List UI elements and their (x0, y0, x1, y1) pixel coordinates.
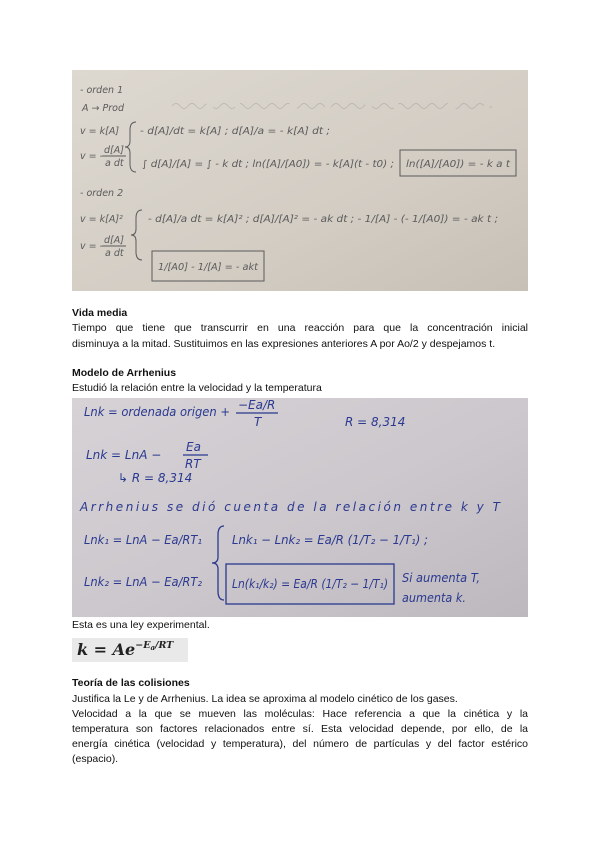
note-eq-2: Lnk₂ = LnA − Ea/RT₂ (84, 575, 203, 589)
formula-exponent (135, 640, 173, 651)
note-difference: Lnk₁ − Lnk₂ = Ea/R (1/T₂ − 1/T₁) ; (232, 533, 428, 547)
handwritten-notes-photo-rate-laws (72, 70, 528, 291)
handwritten-notes-photo-arrhenius (72, 398, 528, 617)
note-reaction: A → Prod (82, 103, 124, 114)
note-eq-numerator: Ea (186, 440, 201, 454)
note-rate-def-2-denominator: a dt (105, 248, 124, 259)
paragraph-line: Justifica la Le y de Arrhenius. La idea se aproxima al modelo cinético de los gases. (72, 693, 458, 705)
notes-photo-canvas (72, 70, 528, 291)
notes-photo-canvas (72, 398, 528, 617)
note-result-arrhenius: Ln(k₁/k₂) = Ea/R (1/T₂ − 1/T₁) (232, 577, 388, 591)
note-eq-left: Lnk = LnA − (86, 448, 162, 462)
note-eq-1: Lnk₁ = LnA − Ea/RT₁ (84, 533, 203, 547)
note-slope-denominator: T (254, 415, 262, 429)
arrhenius-equation-image (72, 638, 188, 662)
paragraph-line: Velocidad a la que se mueven las moléculas: Hace referencia a que la cinética y la (72, 708, 528, 720)
note-rate-def-numerator: d[A] (104, 145, 124, 156)
note-slope-numerator: −Ea/R (238, 398, 276, 412)
note-step-2: ∫ d[A]/[A] = ∫ - k dt ; ln([A]/[A0]) = - k[A](t - t0) ; (142, 159, 394, 170)
paragraph-line: temperatura son factores relacionados entre sí. Esta velocidad depende, por ello, de la (72, 723, 528, 735)
paragraph-line: Tiempo que tiene que transcurrir en una reacción para que la concentración inicial (72, 322, 528, 334)
note-orden-2: - orden 2 (80, 188, 124, 199)
formula-base: k = Ae (77, 640, 136, 659)
note-rate-def-2-numerator: d[A] (104, 235, 124, 246)
section-heading-arrhenius: Modelo de Arrhenius (72, 367, 177, 379)
paragraph-line: Esta es una ley experimental. (72, 619, 210, 631)
note-conclusion-line-1: Si aumenta T, (402, 571, 480, 585)
note-conclusion-line-2: aumenta k. (402, 591, 466, 605)
note-arrhenius-observation: Arrhenius se dió cuenta de la relación entre k y T (80, 500, 500, 514)
paper-background (72, 70, 528, 291)
section-heading-vida-media: Vida media (72, 307, 128, 319)
paragraph-line: disminuya a la mitad. Sustituimos en las expresiones anteriores A por Ao/2 y despejamos t. (72, 338, 496, 350)
note-step-3: - d[A]/a dt = k[A]² ; d[A]/[A]² = - ak dt ; - 1/[A] - (- 1/[A0]) = - ak t ; (148, 214, 498, 225)
note-rate-def-2-prefix: v = - (80, 241, 104, 252)
note-eq-denominator: RT (185, 457, 201, 471)
section-heading-colisiones: Teoría de las colisiones (72, 677, 190, 689)
note-lnk-intro: Lnk = ordenada origen + (84, 405, 230, 419)
paragraph-line: (espacio). (72, 753, 119, 765)
note-r-reminder: ↳ R = 8,314 (118, 471, 193, 485)
note-step-1: - d[A]/dt = k[A] ; d[A]/a = - k[A] dt ; (140, 126, 330, 137)
paragraph-line: energía cinética (velocidad y temperatura), del número de partículas y del factor estérico (72, 738, 528, 750)
note-result-orden-1: ln([A]/[A0]) = - k a t (406, 159, 512, 170)
formula-exponent-subscript: a (150, 643, 155, 652)
note-rate-law-1: v = k[A] (80, 126, 120, 137)
note-orden-1: - orden 1 (80, 85, 124, 96)
note-rate-def-denominator: a dt (105, 158, 124, 169)
formula-exponent-rest: /RT (154, 640, 174, 651)
formula-exponent-main: −E (135, 640, 151, 651)
note-rate-def-prefix: v = - (80, 151, 104, 162)
note-r-value: R = 8,314 (345, 415, 406, 429)
paragraph-line: Estudió la relación entre la velocidad y la temperatura (72, 382, 322, 394)
note-rate-law-2: v = k[A]² (80, 214, 123, 225)
note-result-orden-2: 1/[A0] - 1/[A] = - akt (158, 262, 260, 273)
